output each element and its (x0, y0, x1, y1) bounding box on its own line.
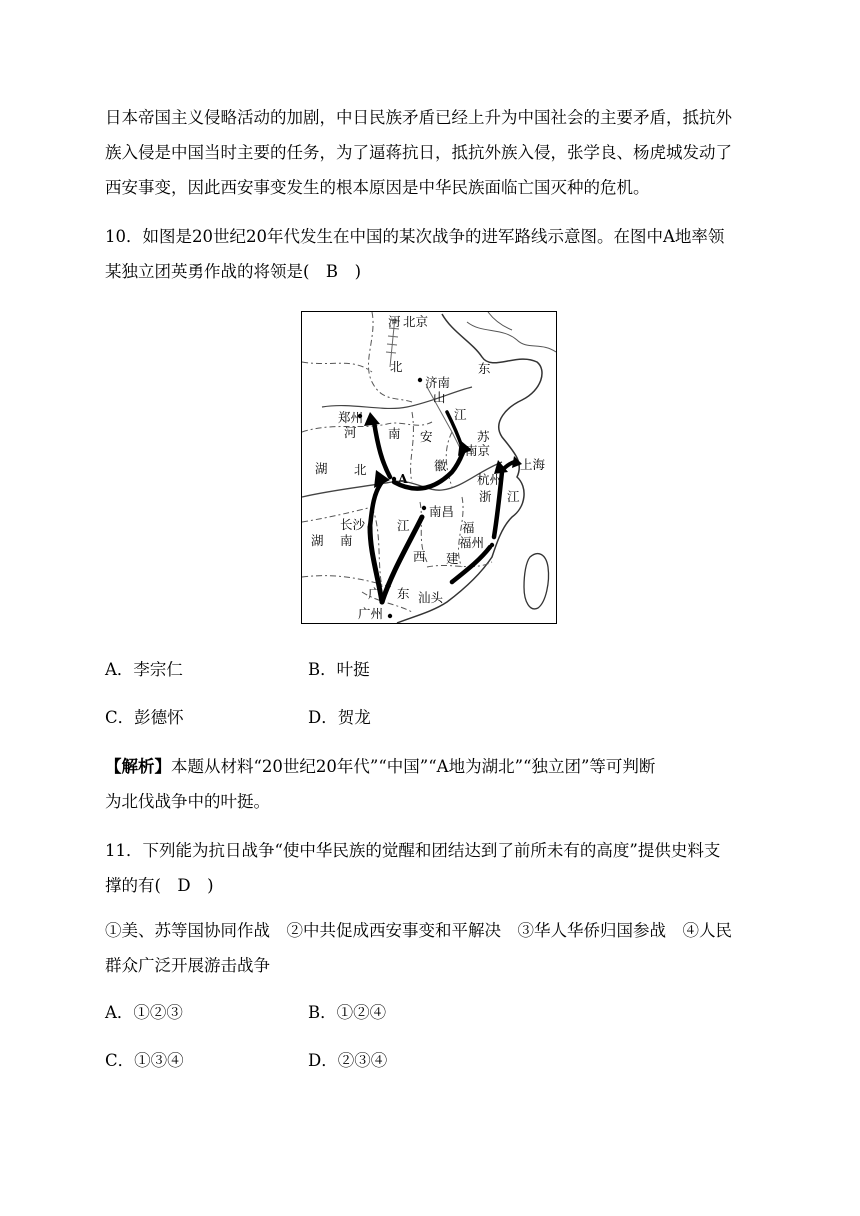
q10-option-d: D．贺龙 (308, 708, 371, 727)
map-label: 济南 (425, 375, 451, 390)
map-label: 上海 (520, 457, 546, 472)
map-label: 南 (340, 533, 353, 548)
map-label: 汕头 (418, 590, 444, 605)
intro-line-1: 日本帝国主义侵略活动的加剧，中日民族矛盾已经上升为中国社会的主要矛盾，抵抗外 (105, 108, 732, 127)
intro-line-2: 族入侵是中国当时主要的任务，为了逼蒋抗日，抵抗外族入侵，张学良、杨虎城发动了 (105, 143, 732, 162)
q10-analysis-line-2: 为北伐战争中的叶挺。 (105, 792, 270, 811)
map-label: 江 (507, 489, 520, 504)
map-label: 江 (454, 407, 467, 422)
map-label: 徽 (434, 458, 447, 473)
map-label: 南京 (465, 443, 491, 458)
q11-option-c: C．①③④ (105, 1051, 184, 1070)
q10-analysis-line-1 (105, 757, 655, 777)
analysis-text: 本题从材料“20世纪20年代”“中国”“A地为湖北”“独立团”等可判断 (171, 757, 656, 776)
map-label: 长沙 (340, 517, 366, 532)
q10-stem-line-1: 10．如图是20世纪20年代发生在中国的某次战争的进军路线示意图。在图中A地率领 (105, 227, 725, 246)
q11-option-d: D．②③④ (308, 1051, 388, 1070)
map-label: 东 (478, 361, 491, 376)
map-label: 浙 (479, 489, 492, 504)
map-label: 杭州 (477, 472, 503, 487)
northern-expedition-map (301, 311, 557, 624)
map-label: 南昌 (429, 504, 455, 519)
map-label: 西 (413, 549, 426, 564)
map-label: 南 (388, 426, 401, 441)
q11-option-b: B．①②④ (308, 1003, 387, 1022)
map-label: 广州 (358, 606, 384, 621)
map-label: 湖 (315, 461, 328, 476)
map-label: 湖 (311, 533, 324, 548)
yellow-river (322, 387, 472, 408)
map-label: 河 (388, 314, 401, 329)
analysis-tag: 【解析】 (105, 757, 171, 776)
q10-option-c: C．彭德怀 (105, 708, 184, 727)
q10-option-a: A．李宗仁 (105, 660, 183, 679)
q11-option-a: A．①②③ (105, 1003, 183, 1022)
q11-statements-line-2: 群众广泛开展游击战争 (105, 956, 270, 975)
map-label: 东 (397, 586, 410, 601)
q11-statements-line-1: ①美、苏等国协同作战 ②中共促成西安事变和平解决 ③华人华侨归国参战 ④人民 (105, 921, 732, 940)
q11-stem-line-2: 撑的有( D ) (105, 876, 214, 895)
map-label: 郑州 (338, 410, 364, 425)
q11-stem-line-1: 11．下列能为抗日战争“使中华民族的觉醒和团结达到了前所未有的高度”提供史料支 (105, 841, 721, 860)
map-label: 北 (354, 462, 367, 477)
map-label: 福州 (459, 535, 485, 550)
taiwan-outline (524, 554, 549, 609)
map-label: 福 (462, 520, 475, 535)
map-label: 北京 (403, 314, 429, 329)
map-label: 安 (420, 429, 433, 444)
map-label: A (398, 471, 408, 486)
q10-option-b: B．叶挺 (308, 660, 370, 679)
map-label: 北 (390, 359, 403, 374)
intro-line-3: 西安事变，因此西安事变发生的根本原因是中华民族面临亡国灭种的危机。 (105, 178, 650, 197)
q10-stem-line-2: 某独立团英勇作战的将领是( B ) (105, 262, 361, 281)
map-label: 河 (344, 425, 357, 440)
map-label: 苏 (477, 429, 490, 444)
map-label: 江 (397, 518, 410, 533)
map-label: 建 (446, 551, 459, 566)
map-drawing (302, 312, 557, 624)
map-label: 山 (433, 390, 446, 405)
map-label: 广 (368, 586, 381, 601)
